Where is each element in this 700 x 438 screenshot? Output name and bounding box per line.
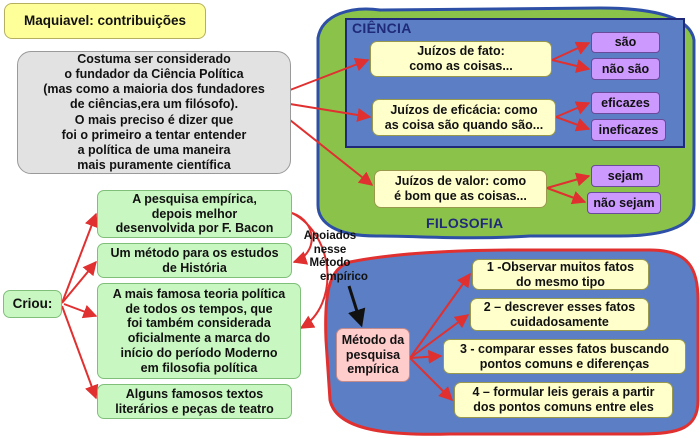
step-line: cuidadosamente	[510, 314, 609, 329]
note-line: Apoiados	[303, 230, 357, 242]
page-title: Maquiavel: contribuições	[4, 3, 206, 39]
method-line: pesquisa	[345, 347, 401, 362]
step-line: 3 - comparar esses fatos buscando	[459, 341, 670, 356]
creation-theory-line: em filosofia política	[140, 360, 258, 375]
outcome-sao: são	[591, 32, 660, 53]
intro-line: Costuma ser considerado	[77, 51, 231, 66]
creation-research-box	[97, 190, 292, 238]
criou-box: Criou:	[3, 290, 62, 318]
judgment-efficacy-line: as coisa são quando são...	[384, 117, 544, 132]
outcome-eficazes: eficazes	[591, 92, 660, 114]
creation-theory-line: início do período Moderno	[120, 345, 278, 360]
creation-theory-line: foi também considerada	[127, 316, 271, 331]
science-label: CIÊNCIA	[352, 20, 412, 36]
judgment-fact-line: como as coisas...	[409, 59, 513, 73]
outcome-ineficazes: ineficazes	[591, 119, 666, 141]
method-step-4	[454, 382, 673, 418]
outcome-nao-sejam: não sejam	[587, 192, 661, 214]
step-line: do mesmo tipo	[516, 274, 605, 289]
creation-theory-line: oficialmente a marca do	[127, 331, 271, 345]
intro-line: de ciências,era um filósofo).	[69, 97, 239, 112]
intro-line: a política de uma maneira	[77, 143, 231, 157]
creation-history-line: de História	[162, 260, 227, 275]
outcome-sejam: sejam	[591, 165, 660, 187]
judgment-fact-line: Juízos de fato:	[417, 44, 505, 59]
step-line: 2 – descrever esses fatos	[483, 299, 636, 314]
creation-theory-line: A mais famosa teoria política	[112, 286, 286, 301]
note-line: empírico	[320, 270, 368, 283]
intro-line: O mais preciso é dizer que	[74, 112, 234, 127]
creation-texts-line: literários e peças de teatro	[115, 401, 274, 416]
intro-box	[17, 51, 291, 174]
judgment-efficacy-box	[372, 99, 556, 136]
arrow-criou-pesquisa	[62, 214, 96, 303]
creation-history-line: Um método para os estudos	[110, 245, 279, 260]
philosophy-label: FILOSOFIA	[426, 215, 504, 231]
judgment-efficacy-line: Juízos de eficácia: como	[390, 102, 538, 117]
creation-research-line: A pesquisa empírica,	[132, 191, 257, 206]
judgment-value-line: é bom que as coisas...	[394, 189, 527, 203]
method-box	[336, 328, 410, 382]
supported-note	[294, 230, 366, 284]
judgment-value-line: Juízos de valor: como	[394, 174, 527, 189]
method-step-2	[470, 298, 649, 331]
judgment-value-box	[374, 170, 547, 208]
outcome-nao-sao: não são	[591, 58, 660, 80]
creation-research-line: desenvolvida por F. Bacon	[115, 221, 274, 236]
method-step-1	[472, 259, 649, 290]
step-line: 4 – formular leis gerais a partir	[472, 385, 655, 400]
creation-theory-box	[97, 283, 301, 379]
intro-line: o fundador da Ciência Política	[64, 66, 244, 81]
note-line: Método	[309, 257, 351, 270]
intro-line: (mas como a maioria dos fundadores	[43, 82, 265, 96]
step-line: 1 -Observar muitos fatos	[486, 259, 635, 274]
creation-research-line: depois melhor	[151, 206, 238, 221]
arrow-criou-textos	[62, 306, 96, 398]
intro-line: foi o primeiro a tentar entender	[61, 127, 247, 142]
step-line: dos pontos comuns entre eles	[473, 400, 654, 414]
method-line: Método da	[341, 332, 405, 347]
step-line: pontos comuns e diferenças	[479, 356, 650, 371]
note-line: nesse	[313, 243, 347, 256]
method-step-3	[443, 339, 686, 374]
judgment-fact-box	[370, 41, 552, 77]
intro-line: mais puramente científica	[77, 158, 231, 173]
creation-texts-box	[97, 384, 292, 419]
creation-texts-line: Alguns famosos textos	[125, 386, 264, 401]
arrow-criou-historia	[62, 262, 96, 303]
arrow-criou-teoria	[64, 304, 96, 316]
creation-history-box	[97, 243, 292, 278]
method-line: empírica	[347, 362, 399, 377]
creation-theory-line: de todos os tempos, que	[125, 301, 273, 316]
